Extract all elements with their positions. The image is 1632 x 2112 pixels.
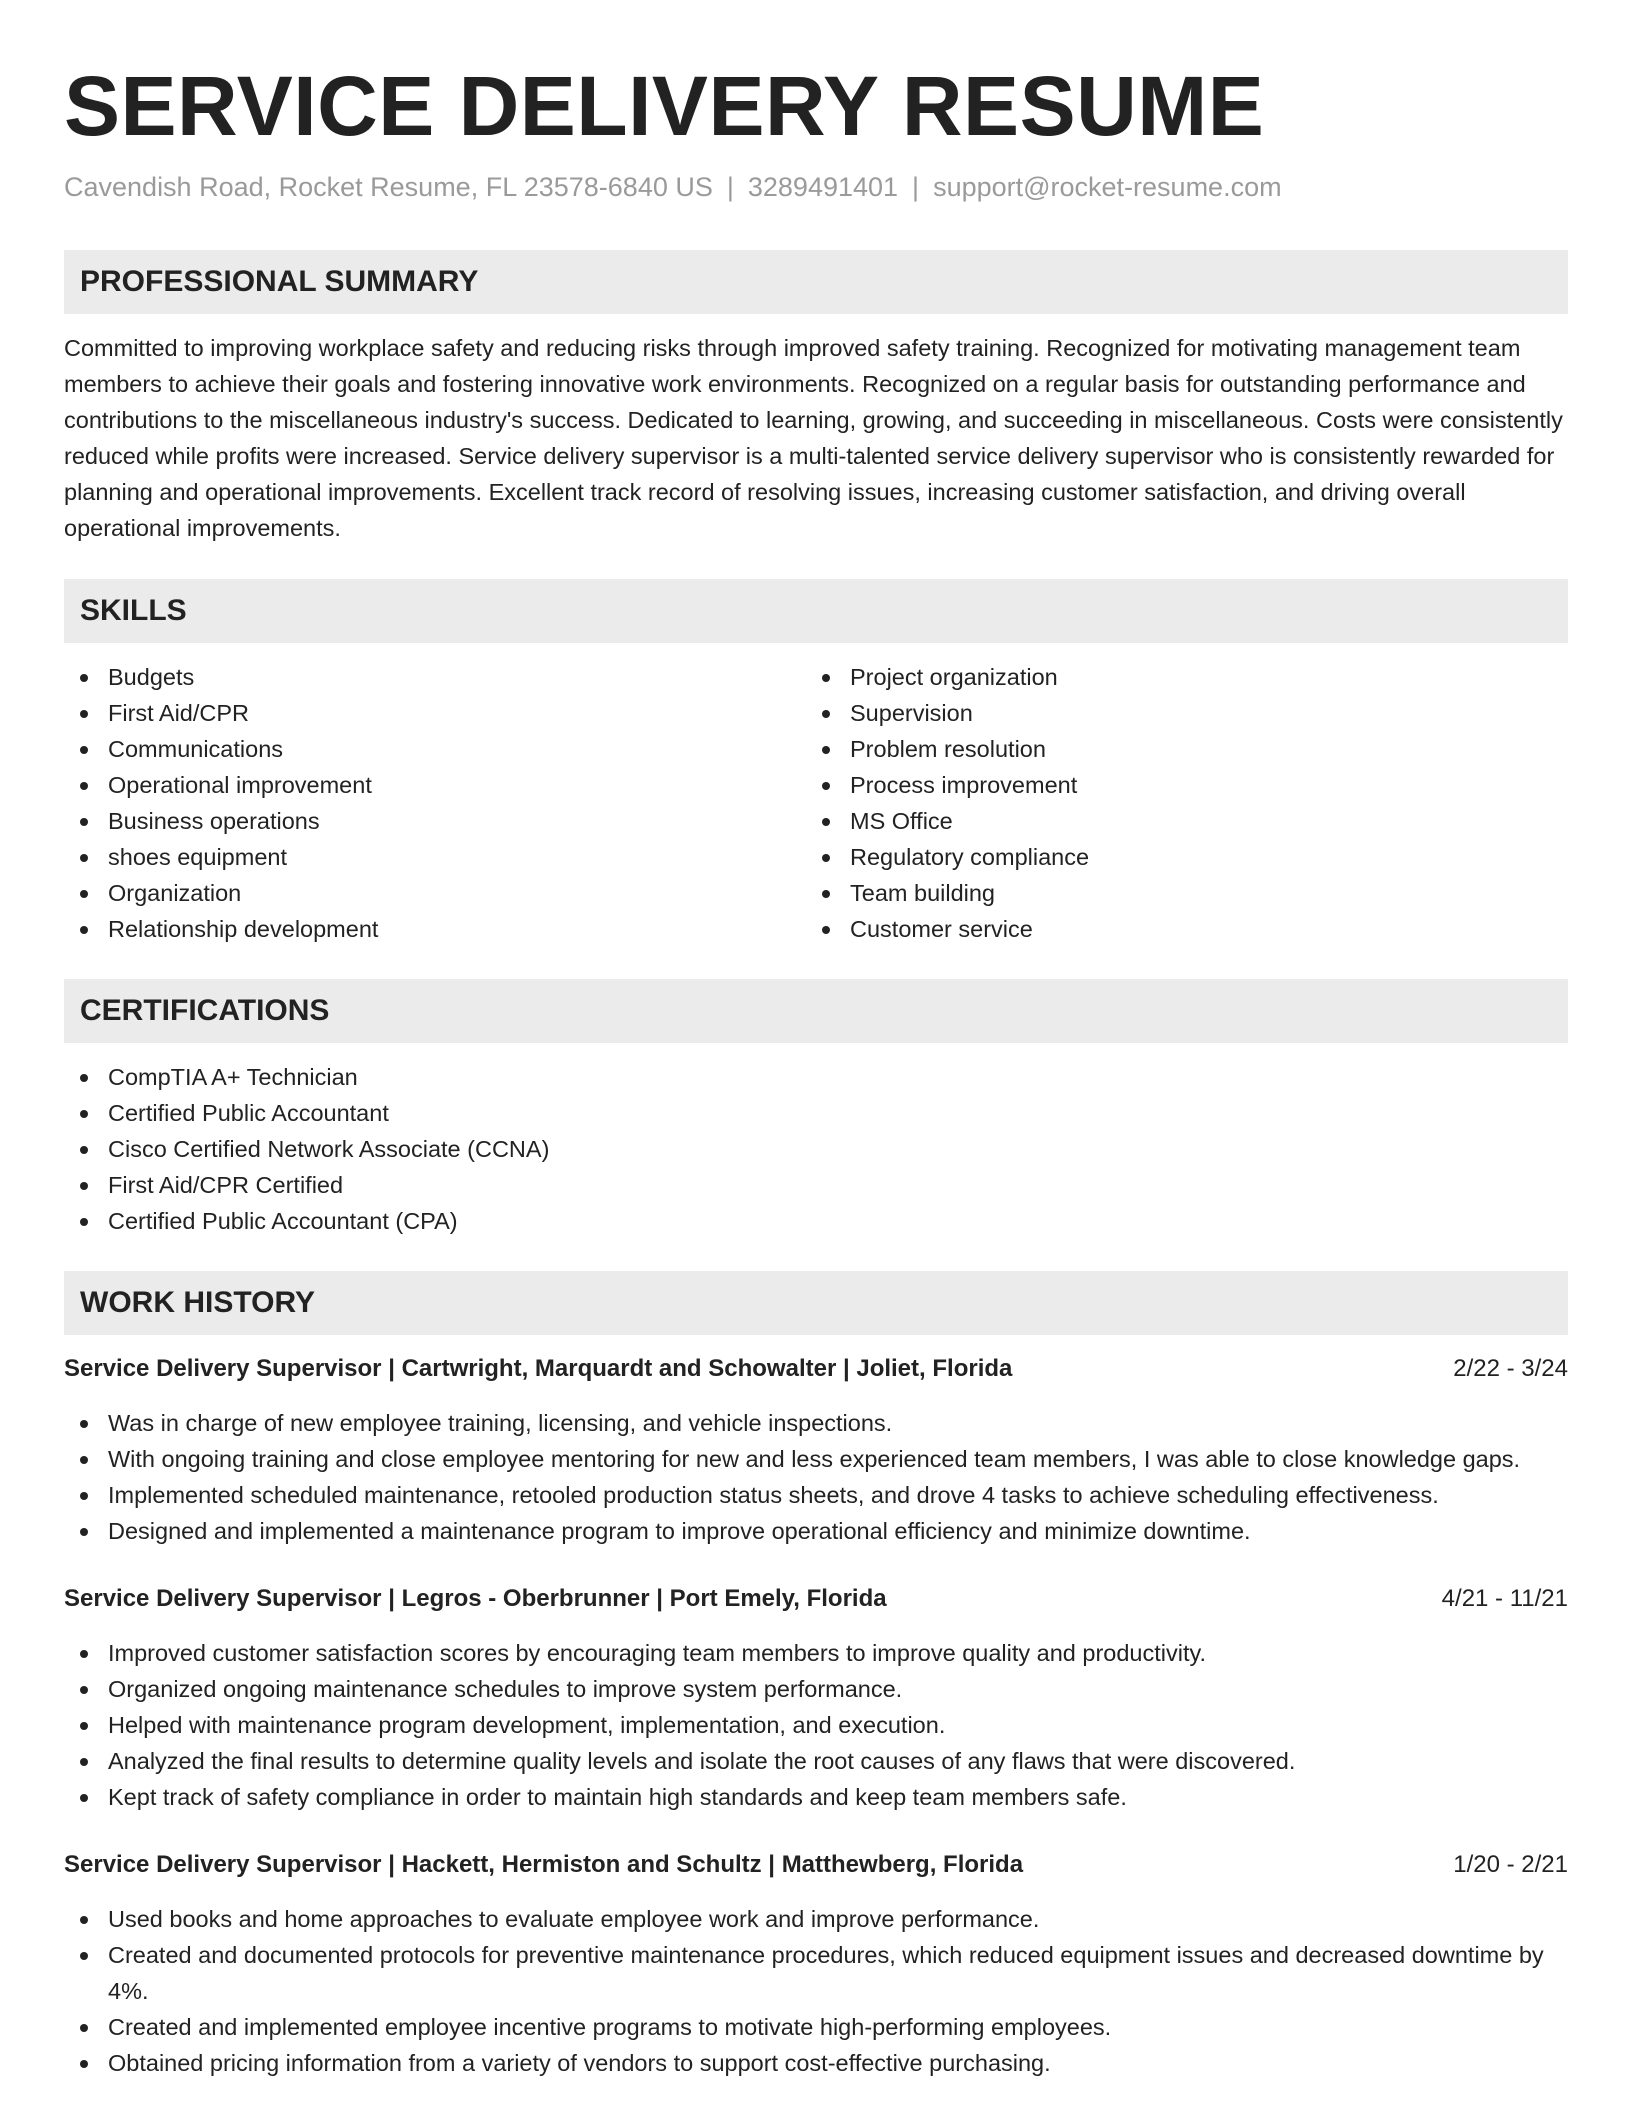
skill-text: Organization — [108, 880, 242, 906]
certification-text: Certified Public Accountant (CPA) — [108, 1208, 458, 1234]
job-dates: 1/20 - 2/21 — [1453, 1851, 1568, 1878]
bullet-dot — [80, 926, 88, 934]
section-header-skills: SKILLS — [64, 579, 1568, 643]
job-bullet — [64, 1937, 1568, 2009]
skill-text: Problem resolution — [850, 736, 1046, 762]
certification-text: First Aid/CPR Certified — [108, 1172, 344, 1198]
bullet-dot — [80, 1420, 88, 1428]
resume-title: SERVICE DELIVERY RESUME — [64, 59, 1265, 153]
skill-text: Process improvement — [850, 772, 1078, 798]
bullet-dot — [822, 674, 830, 682]
bullet-dot — [822, 926, 830, 934]
bullet-dot — [80, 2060, 88, 2068]
job-bullet — [64, 1635, 1568, 1671]
skill-text: Customer service — [850, 916, 1033, 942]
bullet-dot — [80, 1650, 88, 1658]
certification-item — [64, 1095, 1568, 1131]
bullet-dot — [80, 674, 88, 682]
bullet-dot — [80, 746, 88, 754]
bullet-dot — [80, 1110, 88, 1118]
skill-text: Communications — [108, 736, 284, 762]
certification-item — [64, 1203, 1568, 1239]
skill-item — [64, 875, 806, 911]
bullet-dot — [80, 890, 88, 898]
job-bullet-text: Improved customer satisfaction scores by encouraging team members to improve quality and productivity. — [108, 1640, 1207, 1666]
job-bullet — [64, 1901, 1568, 1937]
job-bullet-text: With ongoing training and close employee mentoring for new and less experienced team members, I was able to close knowledge gaps. — [108, 1446, 1521, 1472]
certification-item — [64, 1059, 1568, 1095]
skill-text: Supervision — [850, 700, 973, 726]
skill-text: Budgets — [108, 664, 195, 690]
job-heading-row — [64, 1351, 1568, 1387]
job-bullet — [64, 1779, 1568, 1815]
bullet-dot — [80, 1218, 88, 1226]
bullet-dot — [80, 1074, 88, 1082]
job-heading: Service Delivery Supervisor | Cartwright, Marquardt and Schowalter | Joliet, Florida — [64, 1355, 1013, 1382]
skill-item — [806, 803, 1548, 839]
bullet-dot — [822, 710, 830, 718]
job-bullet-text: Implemented scheduled maintenance, retooled production status sheets, and drove 4 tasks to achieve scheduling effectiveness. — [108, 1482, 1439, 1508]
skills-list-right — [806, 659, 1548, 947]
job-bullet-text: Helped with maintenance program development, implementation, and execution. — [108, 1712, 946, 1738]
bullet-dot — [822, 890, 830, 898]
certification-text: CompTIA A+ Technician — [108, 1064, 358, 1090]
skill-text: Relationship development — [108, 916, 379, 942]
skill-text: Regulatory compliance — [850, 844, 1090, 870]
contact-separator: | — [726, 172, 734, 202]
section-header-work-history: WORK HISTORY — [64, 1271, 1568, 1335]
job-bullets — [64, 1405, 1568, 1549]
bullet-dot — [80, 818, 88, 826]
job-bullet — [64, 1513, 1568, 1549]
certifications-list — [64, 1059, 1568, 1239]
bullet-dot — [80, 1492, 88, 1500]
job-bullet-text: Created and implemented employee incentive programs to motivate high-performing employees. — [108, 2014, 1112, 2040]
job-entry — [64, 1351, 1568, 1549]
certification-text: Cisco Certified Network Associate (CCNA) — [108, 1136, 550, 1162]
bullet-dot — [80, 1146, 88, 1154]
skill-item — [64, 695, 806, 731]
bullet-dot — [80, 2024, 88, 2032]
section-header-summary: PROFESSIONAL SUMMARY — [64, 250, 1568, 314]
job-bullet-text: Designed and implemented a maintenance program to improve operational efficiency and minimize downtime. — [108, 1518, 1251, 1544]
skill-text: Project organization — [850, 664, 1058, 690]
skill-item — [64, 659, 806, 695]
bullet-dot — [80, 1916, 88, 1924]
job-bullet — [64, 1707, 1568, 1743]
job-bullet — [64, 1477, 1568, 1513]
bullet-dot — [80, 1182, 88, 1190]
bullet-dot — [80, 1686, 88, 1694]
job-bullets — [64, 1901, 1568, 2081]
job-heading-row — [64, 1847, 1568, 1883]
skill-text: Operational improvement — [108, 772, 372, 798]
skill-text: shoes equipment — [108, 844, 287, 870]
job-bullet — [64, 1743, 1568, 1779]
contact-address: Cavendish Road, Rocket Resume, FL 23578-6840 US — [64, 172, 713, 202]
skill-text: Business operations — [108, 808, 320, 834]
bullet-dot — [80, 854, 88, 862]
skill-item — [64, 767, 806, 803]
bullet-dot — [822, 818, 830, 826]
contact-email: support@rocket-resume.com — [933, 172, 1282, 202]
bullet-dot — [80, 1528, 88, 1536]
skill-item — [806, 767, 1548, 803]
certification-item — [64, 1167, 1568, 1203]
bullet-dot — [80, 782, 88, 790]
certification-item — [64, 1131, 1568, 1167]
bullet-dot — [80, 1722, 88, 1730]
skill-text: First Aid/CPR — [108, 700, 250, 726]
bullet-dot — [80, 1952, 88, 1960]
job-entry — [64, 1847, 1568, 2081]
skill-item — [806, 839, 1548, 875]
job-bullet-text: Analyzed the final results to determine quality levels and isolate the root causes of any flaws that were discovered. — [108, 1748, 1296, 1774]
job-bullet — [64, 1671, 1568, 1707]
job-bullet — [64, 1405, 1568, 1441]
bullet-dot — [822, 746, 830, 754]
summary-text: Committed to improving workplace safety and reducing risks through improved safety training. Recognized for motivating management team members to achieve their goals and fostering innovative work environments. Recognized on a regular basis for outstanding performance and contributions to the miscellaneous industry's success. Dedicated to learning, growing, and succeeding in miscellaneous. Costs were consistently reduced while profits were increased. Service delivery supervisor is a multi-talented service delivery supervisor who is consistently rewarded for planning and operational improvements. Excellent track record of resolving issues, increasing customer satisfaction, and driving overall operational improvements. — [64, 335, 1563, 541]
skill-item — [806, 731, 1548, 767]
bullet-dot — [80, 1794, 88, 1802]
skill-item — [806, 911, 1548, 947]
job-dates: 4/21 - 11/21 — [1441, 1585, 1568, 1612]
bullet-dot — [80, 710, 88, 718]
skill-item — [64, 731, 806, 767]
job-entry — [64, 1581, 1568, 1815]
job-heading: Service Delivery Supervisor | Hackett, Hermiston and Schultz | Matthewberg, Florida — [64, 1851, 1024, 1878]
bullet-dot — [822, 782, 830, 790]
job-bullet-text: Kept track of safety compliance in order to maintain high standards and keep team members safe. — [108, 1784, 1127, 1810]
job-bullet-text: Was in charge of new employee training, licensing, and vehicle inspections. — [108, 1410, 893, 1436]
certification-text: Certified Public Accountant — [108, 1100, 389, 1126]
contact-phone: 3289491401 — [747, 172, 899, 202]
skill-item — [806, 659, 1548, 695]
skill-item — [64, 839, 806, 875]
skill-item — [806, 875, 1548, 911]
skill-text: Team building — [850, 880, 996, 906]
job-dates: 2/22 - 3/24 — [1453, 1355, 1568, 1382]
section-header-certifications: CERTIFICATIONS — [64, 979, 1568, 1043]
skill-item — [64, 803, 806, 839]
skill-text: MS Office — [850, 808, 953, 834]
skill-item — [64, 911, 806, 947]
skills-grid — [64, 659, 1568, 947]
contact-separator: | — [912, 172, 920, 202]
job-bullet-text: Obtained pricing information from a variety of vendors to support cost-effective purchasing. — [108, 2050, 1051, 2076]
bullet-dot — [822, 854, 830, 862]
job-bullet — [64, 1441, 1568, 1477]
contact-line — [64, 170, 1568, 204]
job-bullet-text: Created and documented protocols for preventive maintenance procedures, which reduced equipment issues and decreased downtime by 4%. — [108, 1942, 1544, 2004]
skills-list-left — [64, 659, 806, 947]
skill-item — [806, 695, 1548, 731]
bullet-dot — [80, 1758, 88, 1766]
job-heading-row — [64, 1581, 1568, 1617]
job-bullet — [64, 2009, 1568, 2045]
job-bullet — [64, 2045, 1568, 2081]
job-bullet-text: Used books and home approaches to evaluate employee work and improve performance. — [108, 1906, 1040, 1932]
bullet-dot — [80, 1456, 88, 1464]
job-heading: Service Delivery Supervisor | Legros - Oberbrunner | Port Emely, Florida — [64, 1585, 887, 1612]
job-bullet-text: Organized ongoing maintenance schedules to improve system performance. — [108, 1676, 903, 1702]
job-bullets — [64, 1635, 1568, 1815]
